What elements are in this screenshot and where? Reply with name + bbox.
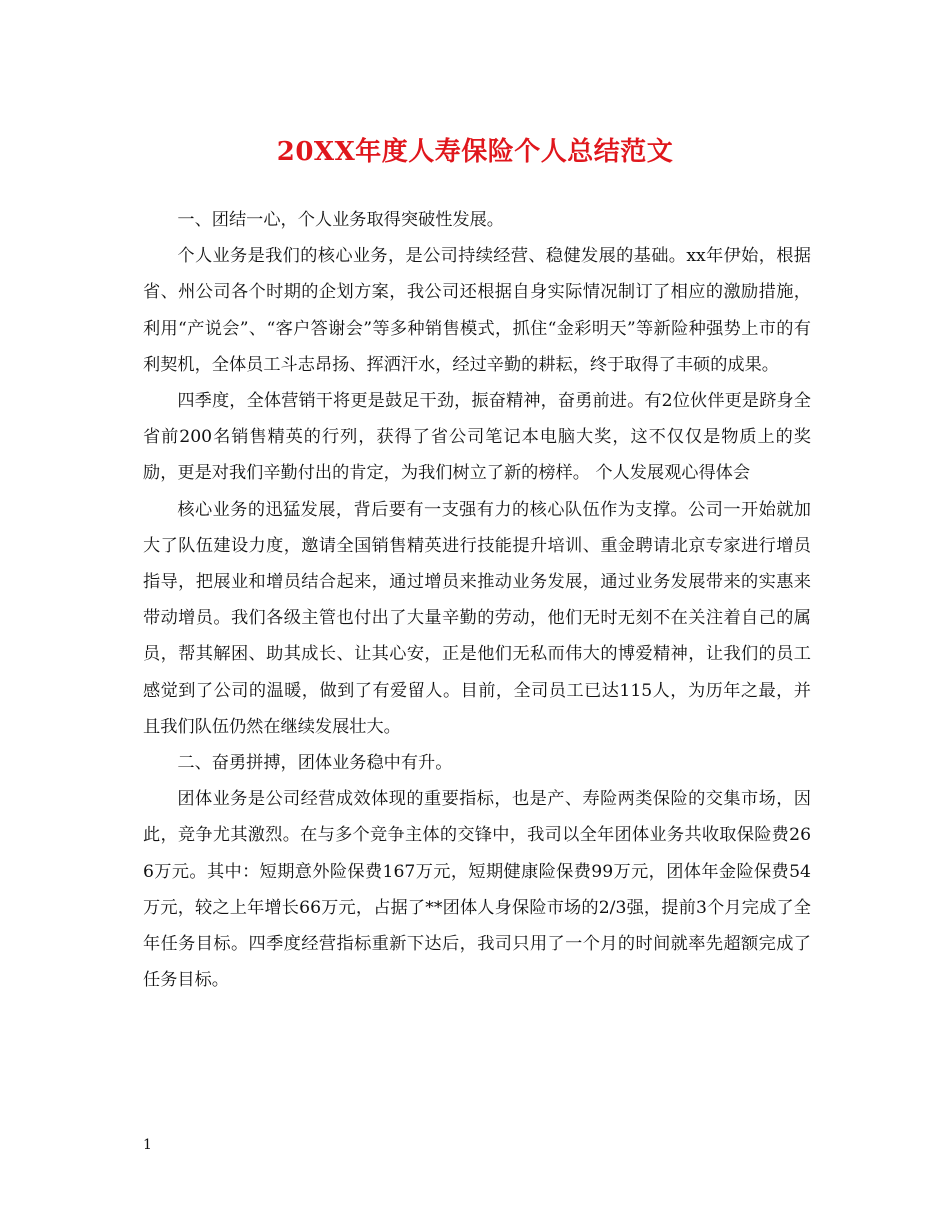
document-body	[143, 202, 811, 998]
paragraph-section-heading-1: 一、团结一心，个人业务取得突破性发展。	[177, 210, 504, 230]
page-number: 1	[143, 1137, 152, 1153]
paragraph-team-building: 核心业务的迅猛发展，背后要有一支强有力的核心队伍作为支撑。公司一开始就加大了队伍建设力度，邀请全国销售精英进行技能提升培训、重金聘请北京专家进行增员指导，把展业和增员结合起来，通过增员来推动业务发展，通过业务发展带来的实惠来带动增员。我们各级主管也付出了大量辛勤的劳动，他们无时无刻不在关注着自己的属员，帮其解困、助其成长、让其心安，正是他们无私而伟大的博爱精神，让我们的员工感觉到了公司的温暖，做到了有爱留人。目前，全司员工已达115人，为历年之最，并且我们队伍仍然在继续发展壮大。	[143, 499, 811, 737]
document-title: 20XX年度人寿保险个人总结范文	[276, 137, 674, 167]
paragraph-group-business: 团体业务是公司经营成效体现的重要指标，也是产、寿险两类保险的交集市场，因此，竞争尤其激烈。在与多个竞争主体的交锋中，我司以全年团体业务共收取保险费266万元。其中：短期意外险保费167万元，短期健康险保费99万元，团体年金险保费54万元，较之上年增长66万元，占据了**团体人身保险市场的2/3强，提前3个月完成了全年任务目标。四季度经营指标重新下达后，我司只用了一个月的时间就率先超额完成了任务目标。	[143, 789, 811, 991]
paragraph-individual-business: 个人业务是我们的核心业务，是公司持续经营、稳健发展的基础。xx年伊始，根据省、州公司各个时期的企划方案，我公司还根据自身实际情况制订了相应的激励措施，利用“产说会”、“客户答谢会”等多种销售模式，抓住“金彩明天”等新险种强势上市的有利契机，全体员工斗志昂扬、挥洒汗水，经过辛勤的耕耘，终于取得了丰硕的成果。	[143, 246, 811, 375]
paragraph-section-heading-2: 二、奋勇拼搏，团体业务稳中有升。	[177, 753, 453, 774]
paragraph-fourth-quarter: 四季度，全体营销干将更是鼓足干劲，振奋精神，奋勇前进。有2位伙伴更是跻身全省前200名销售精英的行列，获得了省公司笔记本电脑大奖，这不仅仅是物质上的奖励，更是对我们辛勤付出的肯定，为我们树立了新的榜样。 个人发展观心得体会	[143, 391, 811, 484]
